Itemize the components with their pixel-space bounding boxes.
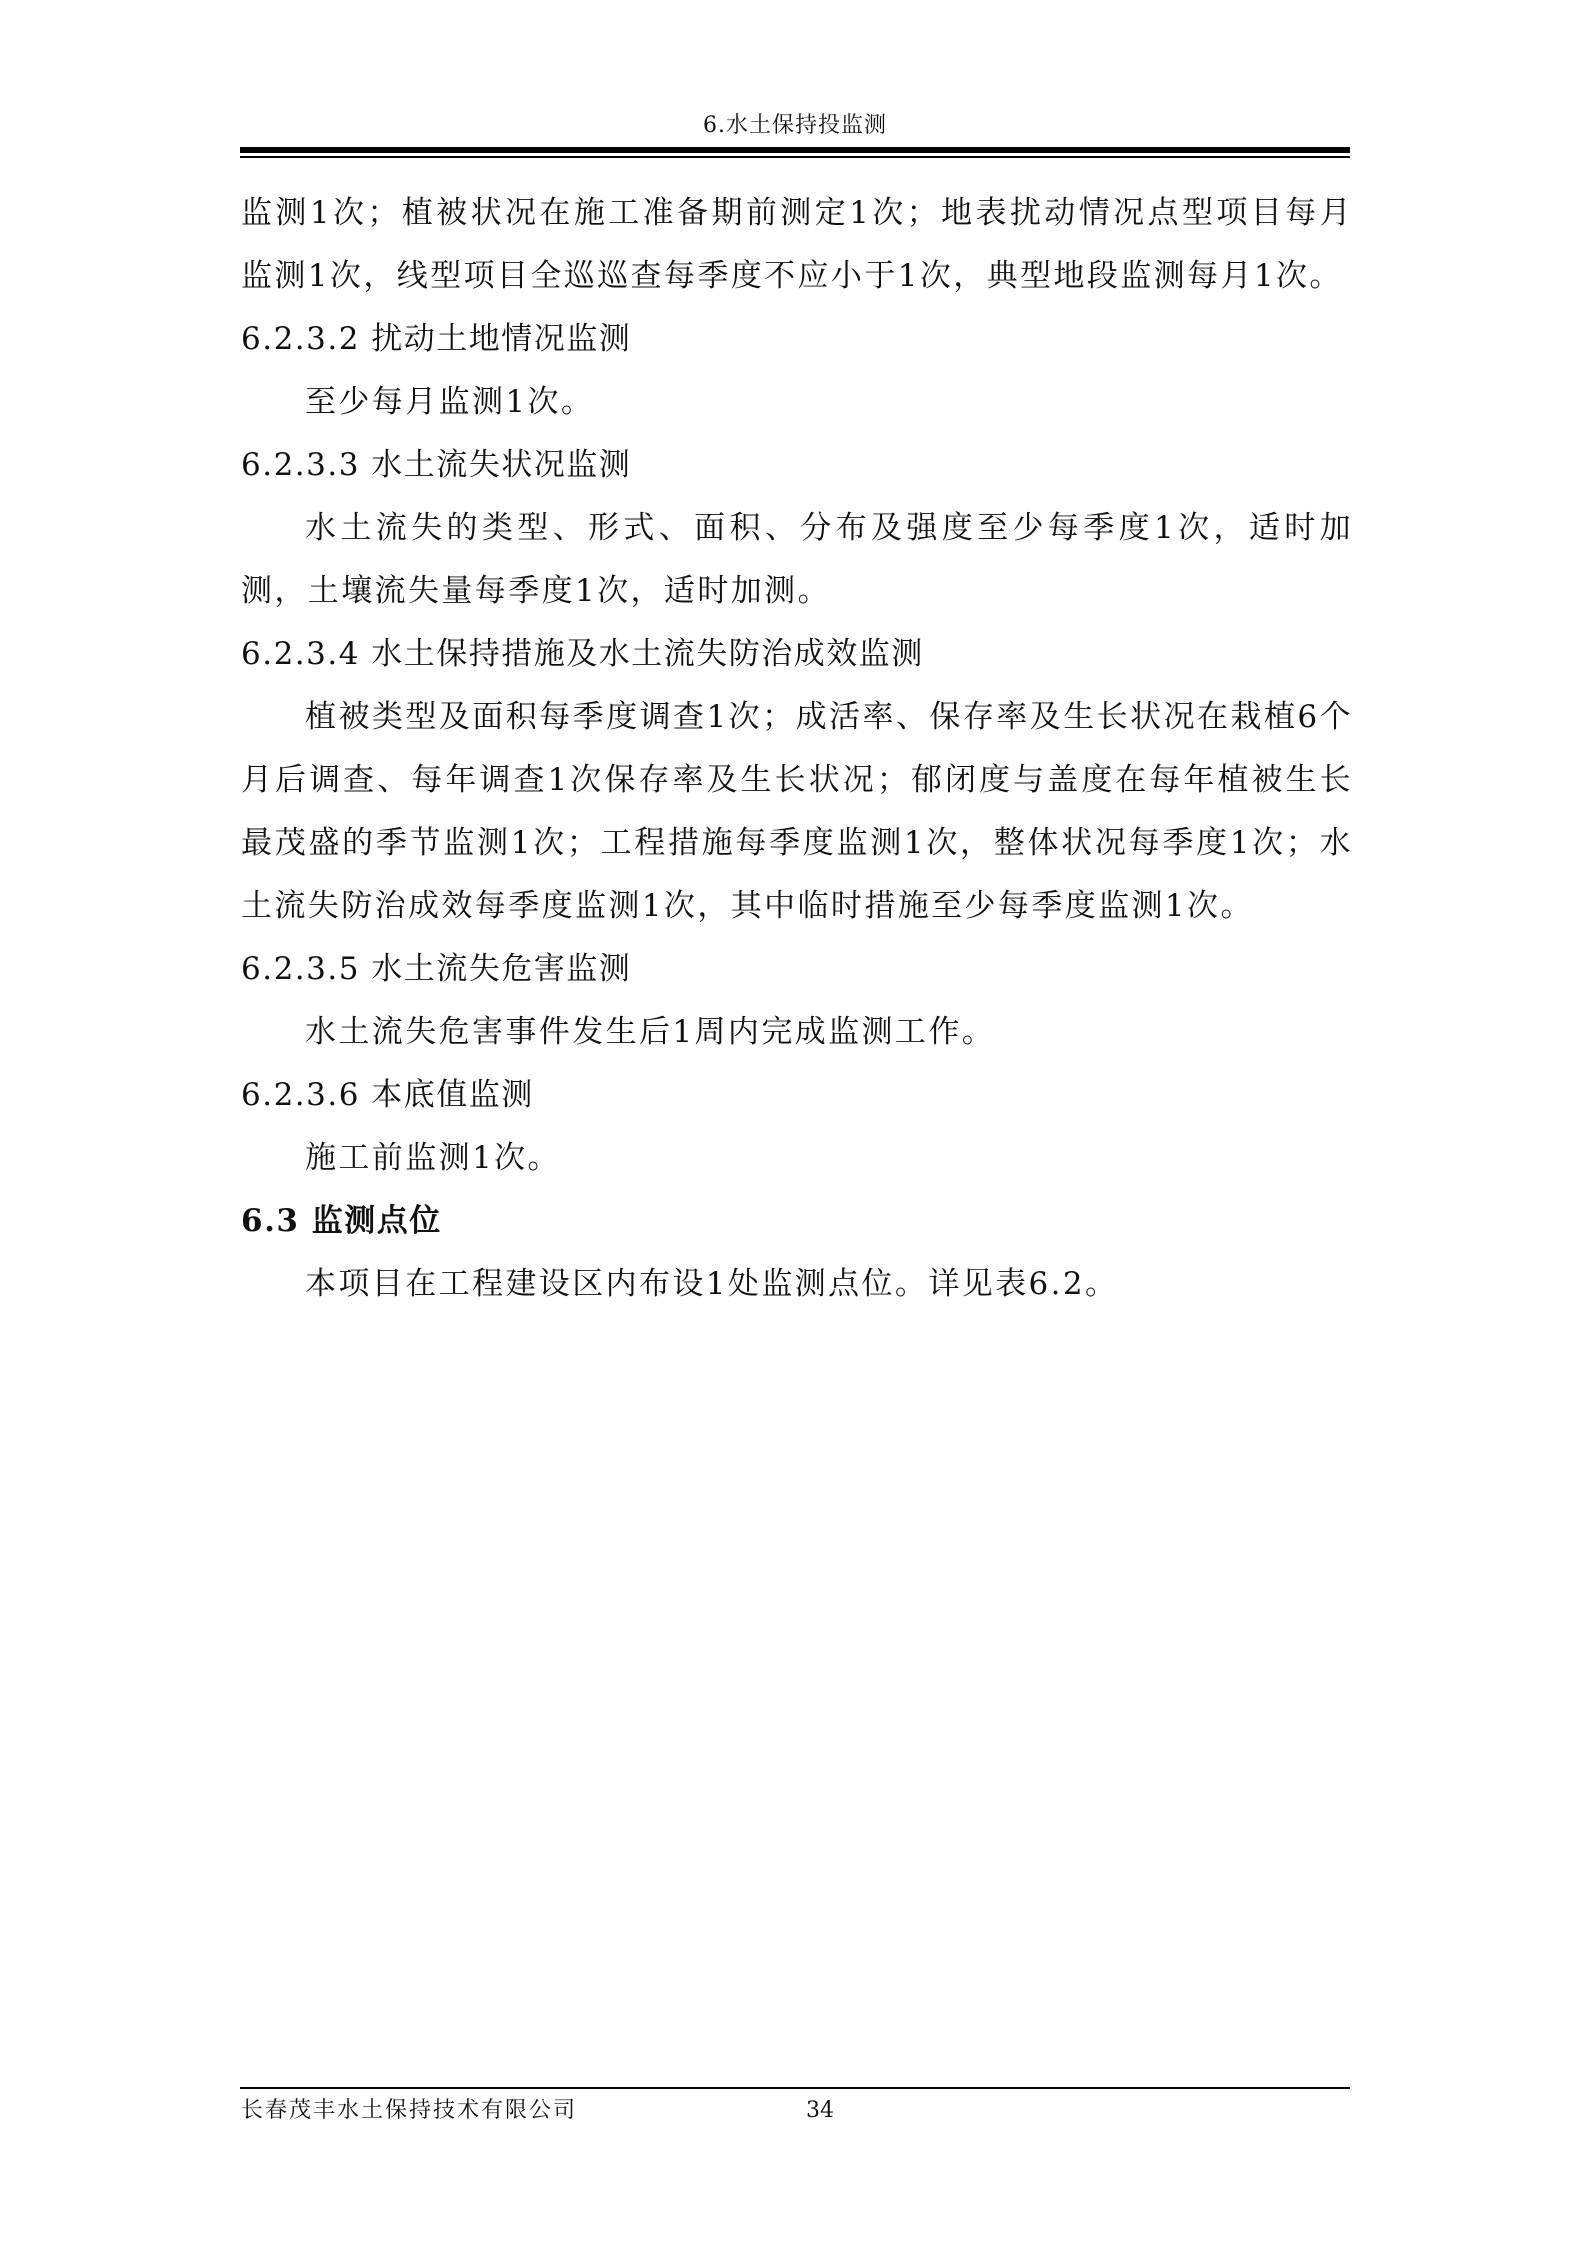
document-body [241,182,1353,1316]
footer-rule [240,2087,1350,2089]
section-heading-6-2-3-4: 6.2.3.4 水土保持措施及水土流失防治成效监测 [241,636,924,672]
section-heading-6-2-3-5: 6.2.3.5 水土流失危害监测 [241,951,632,987]
paragraph-6-3: 本项目在工程建设区内布设1处监测点位。详见表6.2。 [305,1266,1119,1302]
paragraph-6-2-3-5: 水土流失危害事件发生后1周内完成监测工作。 [305,1014,996,1050]
paragraph-intro: 监测1次；植被状况在施工准备期前测定1次；地表扰动情况点型项目每月监测1次，线型项目全巡巡查每季度不应小于1次，典型地段监测每月1次。 [241,195,1353,294]
paragraph-6-2-3-2: 至少每月监测1次。 [305,384,595,420]
paragraph-6-2-3-3: 水土流失的类型、形式、面积、分布及强度至少每季度1次，适时加测，土壤流失量每季度1次，适时加测。 [241,510,1353,609]
header-rule-thin [240,156,1350,158]
paragraph-6-2-3-4: 植被类型及面积每季度调查1次；成活率、保存率及生长状况在栽植6个月后调查、每年调查1次保存率及生长状况；郁闭度与盖度在每年植被生长最茂盛的季节监测1次；工程措施每季度监测1次，整体状况每季度1次；水土流失防治成效每季度监测1次，其中临时措施至少每季度监测1次。 [241,699,1353,924]
section-heading-6-2-3-6: 6.2.3.6 本底值监测 [241,1077,534,1113]
page-header-title: 6.水土保持投监测 [703,113,887,138]
header-rule-thick [240,147,1350,153]
section-heading-6-2-3-3: 6.2.3.3 水土流失状况监测 [241,447,632,483]
footer-company-name: 长春茂丰水土保持技术有限公司 [241,2098,578,2123]
section-heading-6-3: 6.3 监测点位 [241,1203,442,1239]
section-heading-6-2-3-2: 6.2.3.2 扰动土地情况监测 [241,321,632,357]
paragraph-6-2-3-6: 施工前监测1次。 [305,1140,561,1176]
footer-page-number: 34 [806,2098,834,2123]
